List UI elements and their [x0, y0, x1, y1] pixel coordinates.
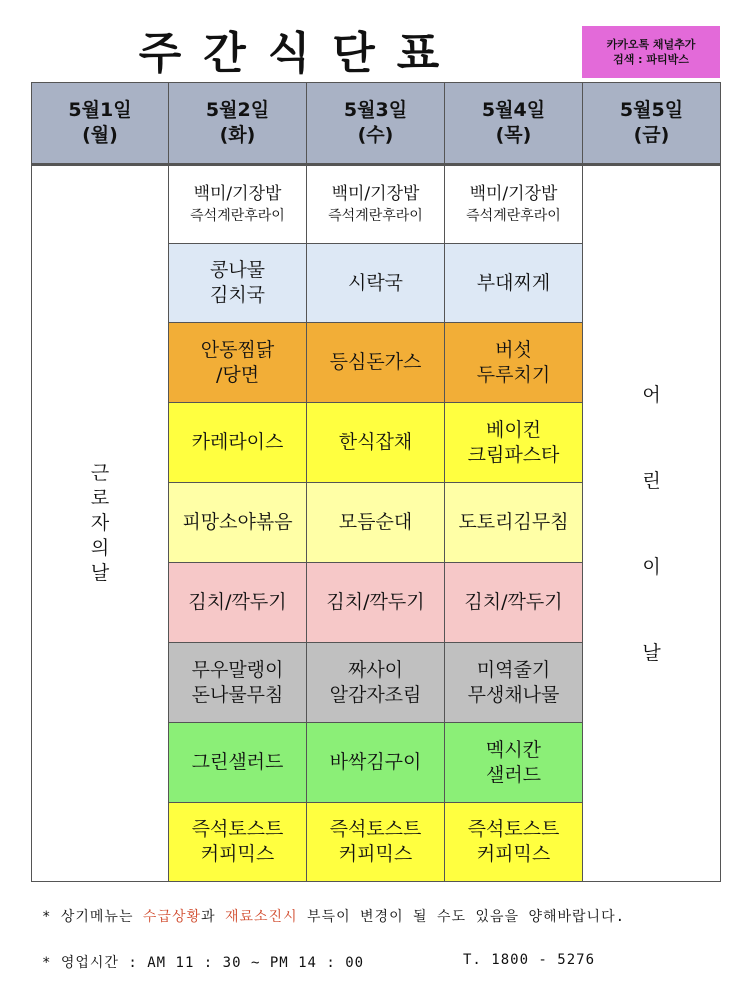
holiday-char: 의	[90, 537, 110, 559]
notice-highlight-stock: 재료소진시	[224, 909, 298, 925]
menu-sub: 즉석계란후라이	[190, 207, 285, 224]
menu-cell-thu	[445, 723, 583, 803]
menu-cell-wed	[307, 723, 445, 803]
day-date: 5월3일	[343, 99, 408, 121]
menu-main: 백미/기장밥	[469, 183, 558, 204]
menu-item: 카레라이스	[191, 431, 284, 453]
business-hours: * 영업시간 : AM 11 : 30 ~ PM 14 : 00	[42, 955, 365, 971]
notice-prefix: * 상기메뉴는	[42, 909, 143, 925]
menu-item: 등심돈가스	[329, 351, 422, 373]
menu-item: 베이컨 크림파스타	[467, 418, 560, 466]
menu-main: 백미/기장밥	[193, 183, 282, 204]
day-date: 5월4일	[481, 99, 546, 121]
menu-item: 시락국	[347, 271, 404, 294]
holiday-char: 자	[90, 512, 110, 534]
day-date: 5월1일	[68, 99, 132, 121]
day-header-wed	[307, 83, 445, 165]
menu-cell-wed	[307, 643, 445, 723]
menu-item: 안동찜닭 /당면	[200, 338, 275, 386]
menu-cell-wed	[307, 483, 445, 563]
day-header-mon	[32, 83, 169, 165]
menu-change-notice	[42, 906, 625, 926]
day-weekday: (목)	[495, 124, 532, 146]
day-weekday: (화)	[219, 124, 256, 146]
menu-item: 버섯 두루치기	[476, 338, 551, 386]
weekly-menu-table	[31, 82, 721, 882]
day-date: 5월2일	[205, 99, 270, 121]
menu-cell-tue	[169, 403, 307, 483]
menu-cell-thu	[445, 323, 583, 403]
menu-item: 멕시칸 샐러드	[485, 738, 542, 786]
menu-item: 즉석토스트 커피믹스	[191, 818, 284, 865]
page-title: 주간식단표	[138, 28, 462, 79]
menu-cell-tue	[169, 483, 307, 563]
holiday-char: 어	[642, 383, 661, 406]
holiday-cell-fri	[583, 165, 721, 882]
day-weekday: (수)	[357, 124, 394, 146]
menu-cell-wed	[307, 563, 445, 643]
menu-cell-wed	[307, 403, 445, 483]
menu-item: 도토리김무침	[458, 511, 569, 533]
menu-sub: 즉석계란후라이	[466, 207, 561, 224]
menu-cell-thu	[445, 803, 583, 882]
menu-cell-wed	[307, 323, 445, 403]
day-weekday: (금)	[633, 124, 670, 146]
menu-cell-wed	[307, 165, 445, 244]
menu-item: 무우말랭이 돈나물무침	[191, 658, 284, 706]
holiday-char: 이	[642, 555, 661, 578]
holiday-char: 로	[90, 487, 110, 509]
menu-cell-thu	[445, 403, 583, 483]
menu-sub: 즉석계란후라이	[328, 207, 423, 224]
menu-item: 바싹김구이	[329, 751, 422, 773]
day-date: 5월5일	[619, 99, 684, 121]
menu-item: 부대찌게	[476, 271, 551, 294]
phone-number: T. 1800 - 5276	[463, 952, 596, 968]
notice-highlight-supply: 수급상황	[142, 909, 202, 925]
menu-cell-thu	[445, 244, 583, 323]
menu-cell-thu	[445, 643, 583, 723]
day-header-tue	[169, 83, 307, 165]
menu-cell-tue	[169, 723, 307, 803]
menu-item: 피망소야볶음	[182, 511, 293, 533]
menu-item: 즉석토스트 커피믹스	[467, 818, 560, 865]
menu-item: 즉석토스트 커피믹스	[329, 818, 422, 865]
day-weekday: (월)	[82, 124, 118, 146]
menu-cell-thu	[445, 563, 583, 643]
menu-item: 그린샐러드	[191, 751, 284, 773]
holiday-cell-mon	[32, 165, 169, 882]
holiday-char: 날	[642, 641, 661, 664]
menu-main: 백미/기장밥	[331, 183, 420, 204]
notice-mid: 과	[201, 909, 225, 925]
day-header-thu	[445, 83, 583, 165]
holiday-char: 근	[90, 462, 110, 484]
menu-cell-thu	[445, 483, 583, 563]
menu-cell-thu	[445, 165, 583, 244]
kakao-channel-badge	[582, 26, 720, 78]
menu-cell-tue	[169, 165, 307, 244]
menu-item: 김치/깍두기	[188, 591, 287, 613]
menu-cell-wed	[307, 803, 445, 882]
menu-item: 모듬순대	[338, 511, 413, 533]
notice-suffix: 부득이 변경이 될 수도 있음을 양해바랍니다.	[297, 909, 626, 925]
menu-item: 김치/깍두기	[464, 591, 563, 613]
menu-cell-wed	[307, 244, 445, 323]
menu-item: 미역줄기 무생채나물	[467, 658, 560, 706]
menu-item: 콩나물 김치국	[209, 259, 266, 306]
menu-item: 김치/깍두기	[326, 591, 425, 613]
kakao-line-1: 카카오톡 채널추가	[606, 38, 696, 51]
holiday-char: 린	[642, 469, 661, 492]
day-header-fri	[583, 83, 721, 165]
menu-cell-tue	[169, 323, 307, 403]
holiday-char: 날	[90, 562, 110, 584]
menu-row-rice	[32, 165, 721, 244]
menu-item: 한식잡채	[338, 431, 413, 453]
menu-item: 짜사이 알감자조림	[329, 658, 422, 706]
menu-cell-tue	[169, 563, 307, 643]
menu-cell-tue	[169, 803, 307, 882]
day-header-row	[32, 83, 721, 165]
menu-cell-tue	[169, 643, 307, 723]
kakao-line-2: 검색 : 파티박스	[613, 53, 689, 66]
menu-cell-tue	[169, 244, 307, 323]
